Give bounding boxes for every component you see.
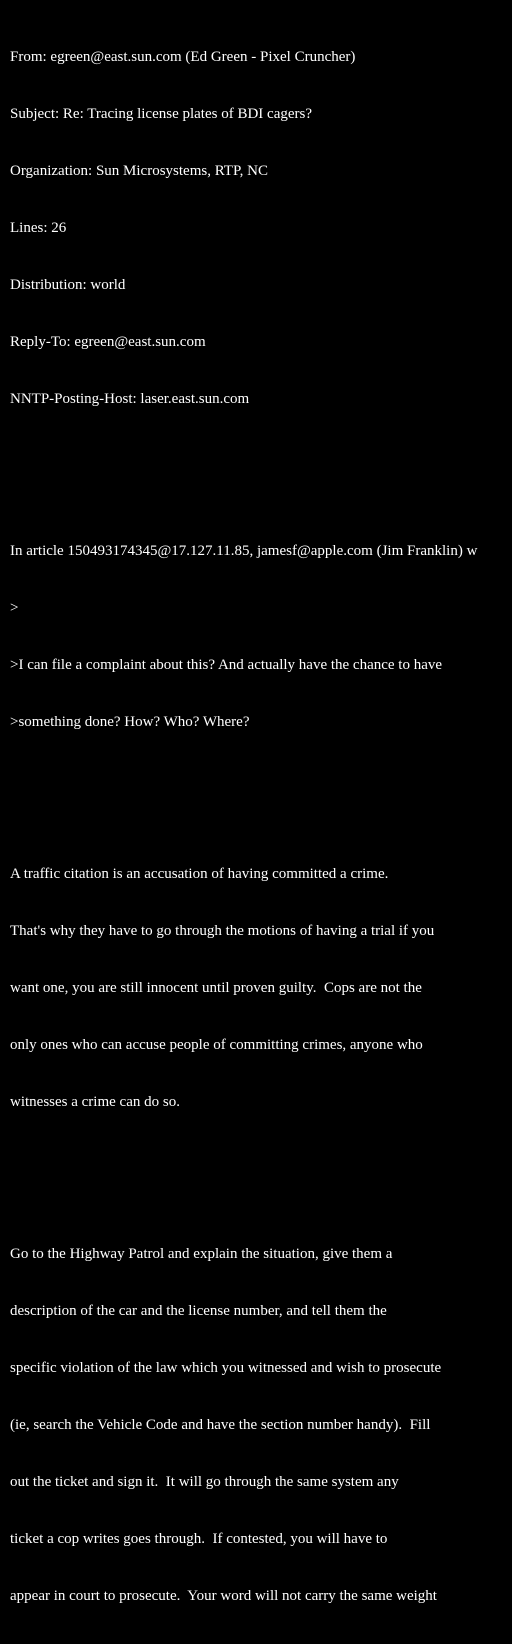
paragraph-2-line: description of the car and the license number, and tell them the <box>10 1303 387 1319</box>
message-text <box>10 10 477 1644</box>
paragraph-1-line: That's why they have to go through the motions of having a trial if you <box>10 923 435 939</box>
header-distribution: Distribution: world <box>10 277 126 293</box>
paragraph-1-line: only ones who can accuse people of committing crimes, anyone who <box>10 1037 423 1053</box>
blank-line <box>10 1169 477 1188</box>
header-from: From: egreen@east.sun.com (Ed Green - Pixel Cruncher) <box>10 49 356 65</box>
paragraph-2-line: appear in court to prosecute. Your word will not carry the same weight <box>10 1588 437 1604</box>
paragraph-2-line: (ie, search the Vehicle Code and have the section number handy). Fill <box>10 1417 431 1433</box>
header-subject: Subject: Re: Tracing license plates of BDI cagers? <box>10 106 313 122</box>
quote-line: >I can file a complaint about this? And actually have the chance to have <box>10 657 443 673</box>
paragraph-1-line: A traffic citation is an accusation of having committed a crime. <box>10 866 389 882</box>
paragraph-2-line: ticket a cop writes goes through. If contested, you will have to <box>10 1531 388 1547</box>
attribution-line: In article 150493174345@17.127.11.85, jamesf@apple.com (Jim Franklin) w <box>10 543 478 559</box>
header-organization: Organization: Sun Microsystems, RTP, NC <box>10 163 268 179</box>
paragraph-2-line: out the ticket and sign it. It will go through the same system any <box>10 1474 399 1490</box>
paragraph-1-line: witnesses a crime can do so. <box>10 1094 180 1110</box>
paragraph-2-line: specific violation of the law which you witnessed and wish to prosecute <box>10 1360 442 1376</box>
header-reply-to: Reply-To: egreen@east.sun.com <box>10 334 206 350</box>
paragraph-2-line: Go to the Highway Patrol and explain the situation, give them a <box>10 1246 393 1262</box>
blank-line <box>10 789 477 808</box>
paragraph-1-line: want one, you are still innocent until proven guilty. Cops are not the <box>10 980 422 996</box>
blank-line <box>10 466 477 485</box>
header-nntp-posting-host: NNTP-Posting-Host: laser.east.sun.com <box>10 391 250 407</box>
quote-line: > <box>10 600 19 616</box>
header-lines: Lines: 26 <box>10 220 67 236</box>
quote-line: >something done? How? Who? Where? <box>10 714 250 730</box>
